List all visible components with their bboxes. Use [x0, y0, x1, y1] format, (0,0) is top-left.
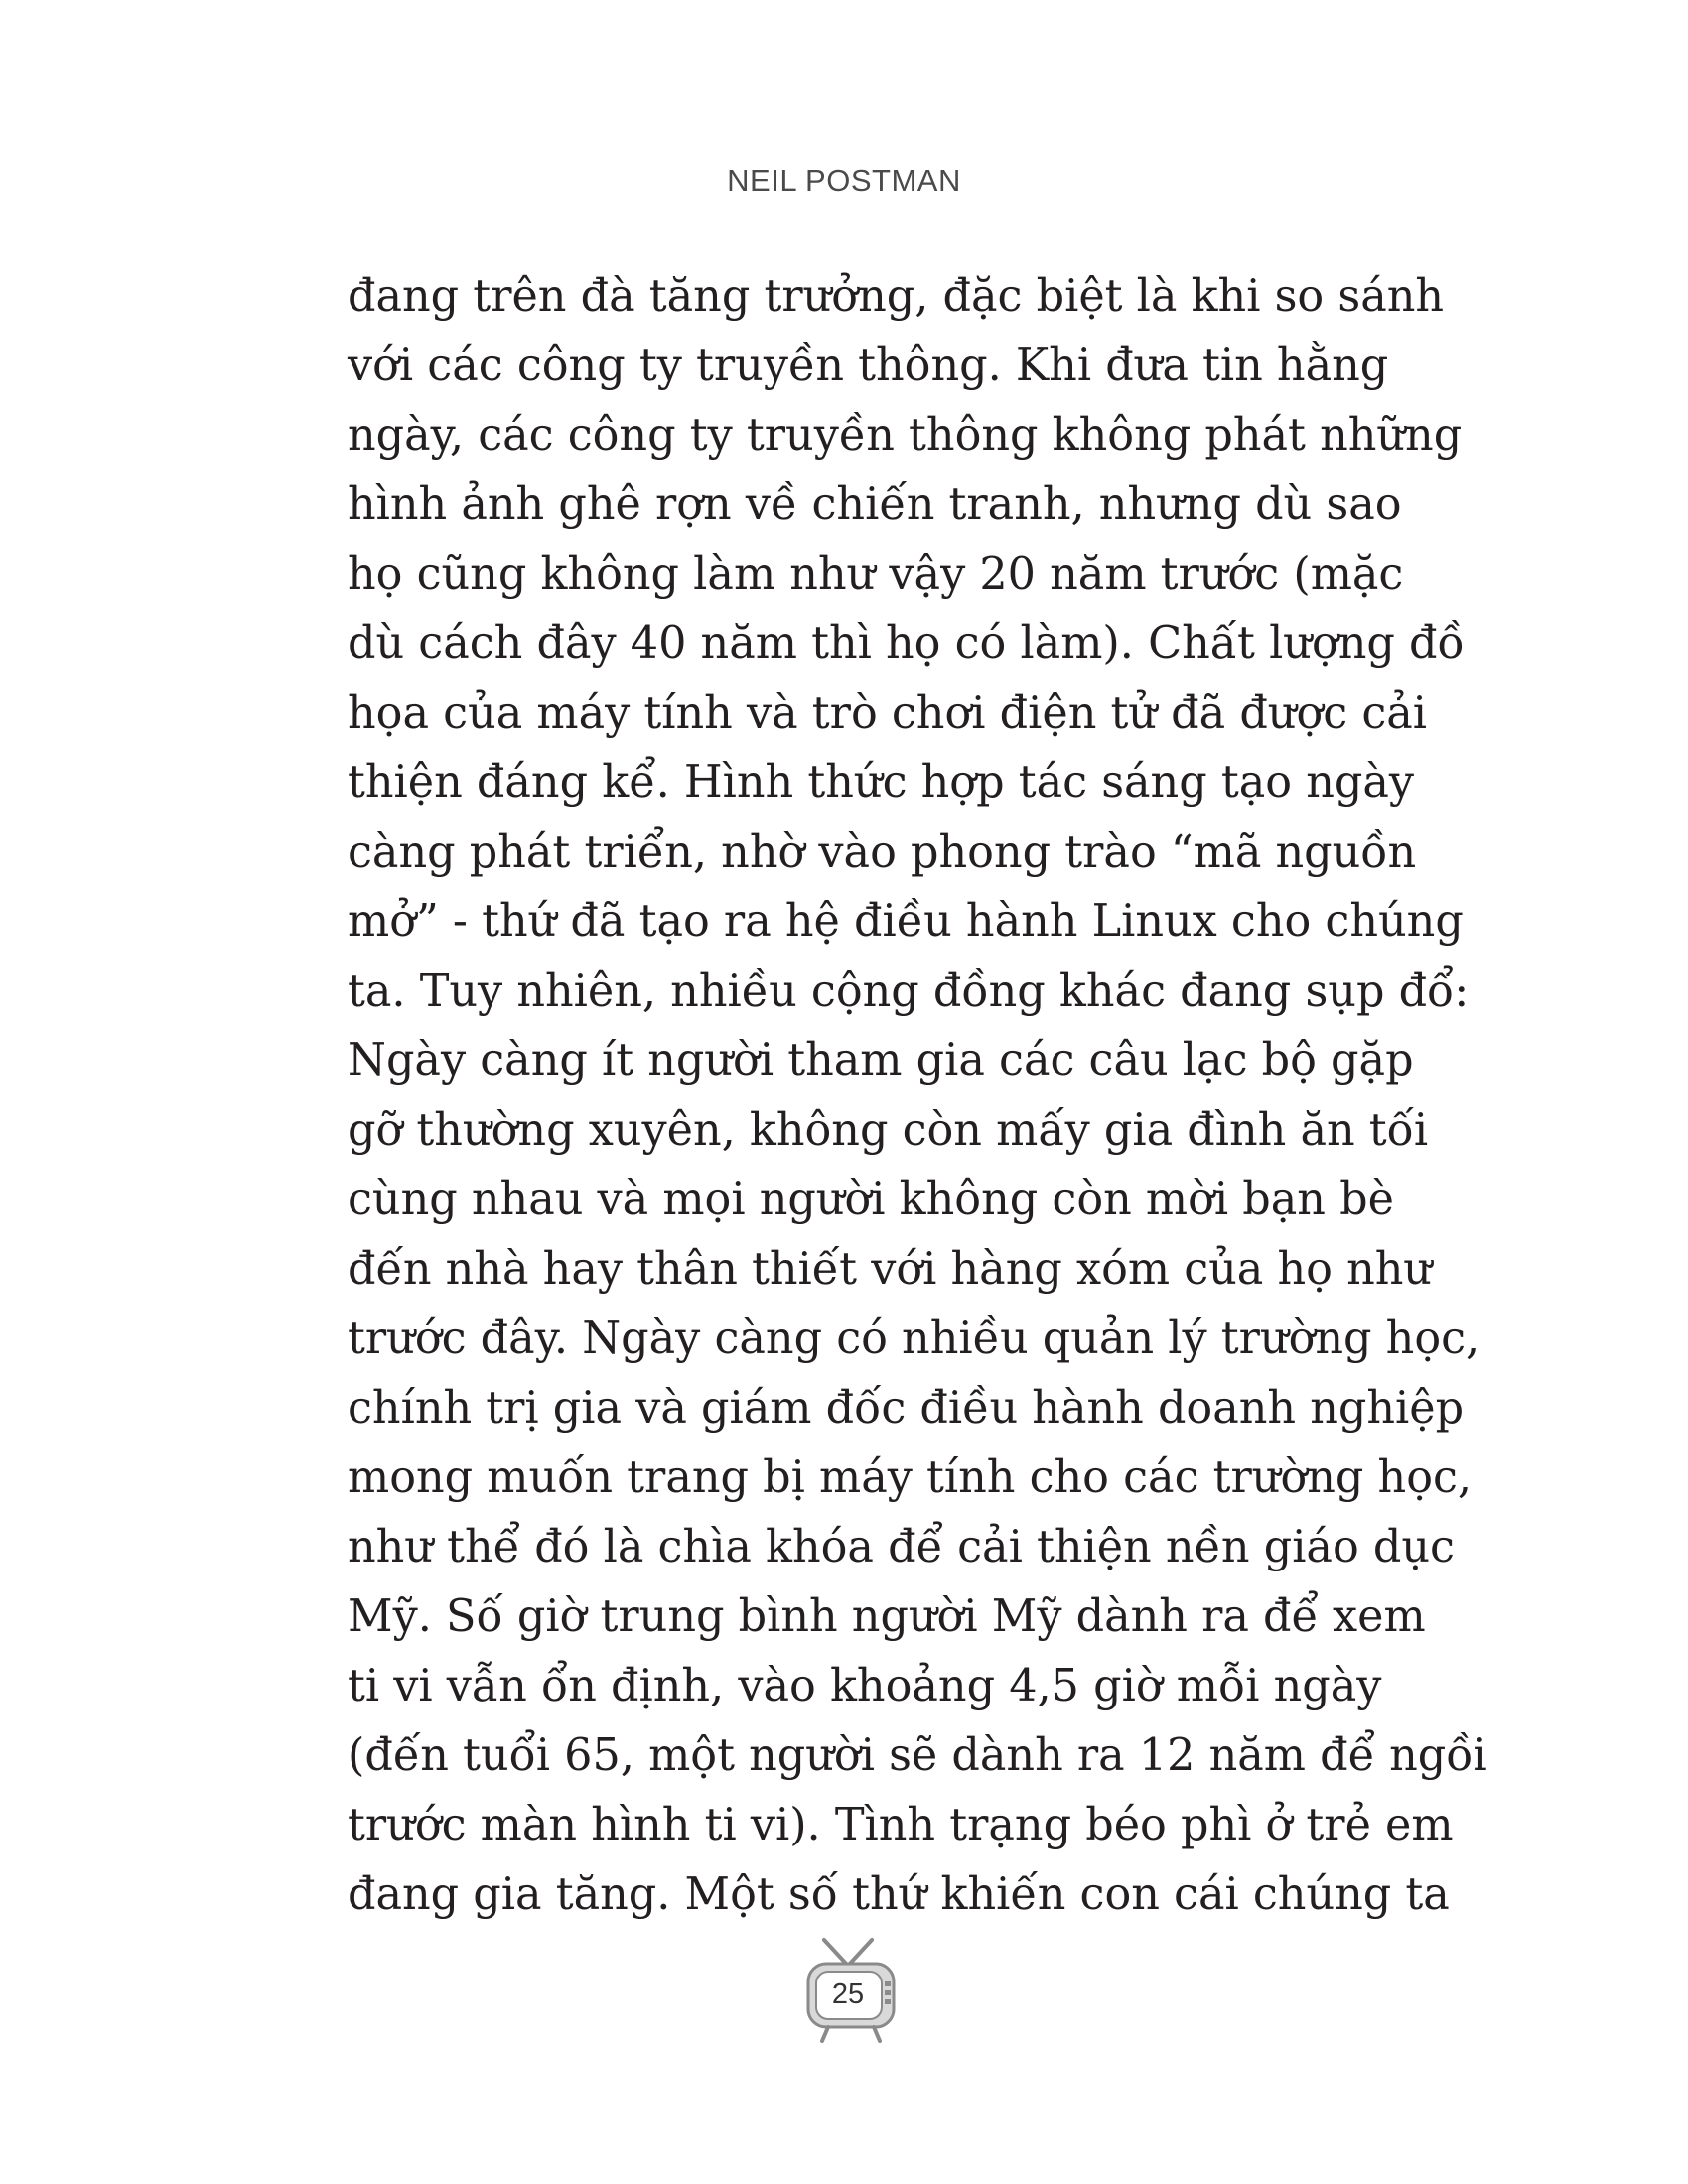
text-line: gỡ thường xuyên, không còn mấy gia đình ăn tối: [348, 1105, 1429, 1156]
running-header: NEIL POSTMAN: [727, 163, 961, 198]
text-line: mở” - thứ đã tạo ra hệ điều hành Linux cho chúng: [348, 896, 1464, 947]
text-line: trước đây. Ngày càng có nhiều quản lý trường học,: [348, 1313, 1480, 1364]
body-text: [348, 262, 1487, 1930]
text-line: ta. Tuy nhiên, nhiều cộng đồng khác đang sụp đổ:: [348, 966, 1470, 1017]
text-line: với các công ty truyền thông. Khi đưa tin hằng: [348, 341, 1389, 391]
text-line: đang gia tăng. Một số thứ khiến con cái chúng ta: [348, 1869, 1450, 1920]
text-line: ngày, các công ty truyền thông không phát những: [348, 410, 1463, 461]
text-line: (đến tuổi 65, một người sẽ dành ra 12 năm để ngồi: [348, 1730, 1487, 1781]
text-line: Mỹ. Số giờ trung bình người Mỹ dành ra để xem: [348, 1591, 1426, 1642]
text-line: đến nhà hay thân thiết với hàng xóm của họ như: [348, 1244, 1433, 1295]
text-line: ti vi vẫn ổn định, vào khoảng 4,5 giờ mỗi ngày: [348, 1661, 1382, 1711]
text-line: trước màn hình ti vi). Tình trạng béo phì ở trẻ em: [348, 1800, 1454, 1850]
text-line: mong muốn trang bị máy tính cho các trường học,: [348, 1452, 1473, 1503]
page-number: 25: [831, 1979, 865, 2010]
text-line: Ngày càng ít người tham gia các câu lạc bộ gặp: [348, 1035, 1414, 1086]
text-line: càng phát triển, nhờ vào phong trào “mã nguồn: [348, 827, 1417, 878]
text-line: dù cách đây 40 năm thì họ có làm). Chất lượng đồ: [348, 618, 1465, 669]
text-line: họa của máy tính và trò chơi điện tử đã được cải: [348, 688, 1428, 739]
text-line: họ cũng không làm như vậy 20 năm trước (mặc: [348, 549, 1404, 600]
text-line: như thể đó là chìa khóa để cải thiện nền giáo dục: [348, 1522, 1455, 1572]
text-line: cùng nhau và mọi người không còn mời bạn bè: [348, 1174, 1394, 1225]
text-line: chính trị gia và giám đốc điều hành doanh nghiệp: [348, 1383, 1465, 1433]
text-line: thiện đáng kể. Hình thức hợp tác sáng tạo ngày: [348, 757, 1415, 808]
page-number-badge: [806, 1934, 906, 2043]
text-line: hình ảnh ghê rợn về chiến tranh, nhưng dù sao: [348, 479, 1402, 530]
text-line: đang trên đà tăng trưởng, đặc biệt là khi so sánh: [348, 271, 1445, 322]
